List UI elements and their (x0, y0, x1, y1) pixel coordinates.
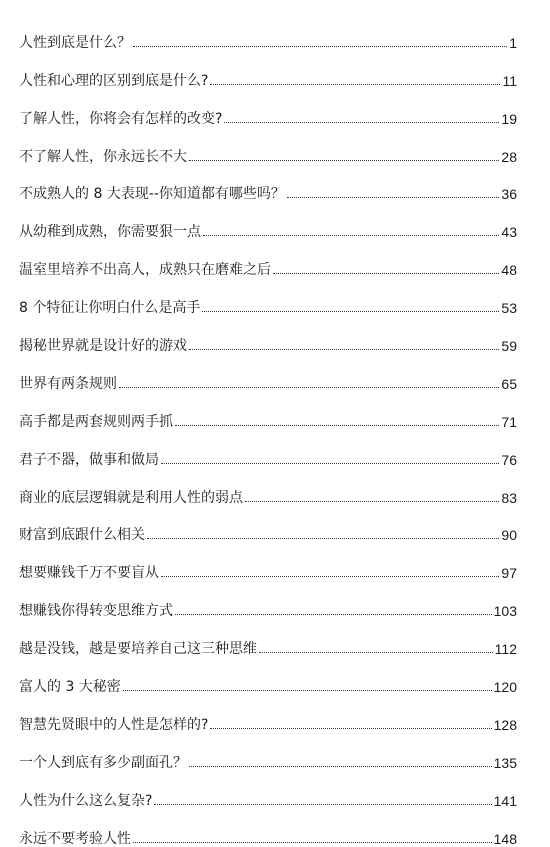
toc-entry-page-number: 28 (501, 148, 517, 165)
toc-entry[interactable] (19, 580, 517, 618)
toc-entry-title: 越是没钱，越是要培养自己这三种思维 (19, 641, 257, 658)
toc-entry[interactable] (19, 467, 517, 505)
toc-entry-page-number: 135 (493, 754, 517, 771)
toc-entry[interactable] (19, 391, 517, 429)
toc-entry[interactable] (19, 505, 517, 543)
dot-leader (224, 121, 499, 123)
toc-entry-title: 商业的底层逻辑就是利用人性的弱点 (19, 489, 243, 506)
dot-leader (154, 803, 491, 805)
toc-entry[interactable] (19, 429, 517, 467)
dot-leader (202, 310, 499, 312)
toc-entry[interactable] (19, 732, 517, 770)
toc-entry-title: 揭秘世界就是设计好的游戏 (19, 338, 187, 355)
toc-entry-page-number: 11 (502, 72, 517, 89)
toc-entry[interactable] (19, 50, 517, 88)
dot-leader (123, 689, 492, 691)
toc-entry-page-number: 48 (501, 262, 517, 279)
toc-entry-page-number: 141 (493, 792, 517, 809)
toc-entry[interactable] (19, 353, 517, 391)
toc-entry-title: 不了解人性，你永远长不大 (19, 148, 187, 165)
toc-entry[interactable] (19, 164, 517, 202)
toc-entry[interactable] (19, 239, 517, 277)
toc-entry-page-number: 90 (501, 527, 517, 544)
toc-entry-page-number: 65 (501, 375, 517, 392)
dot-leader (245, 500, 499, 502)
toc-entry-title: 不成熟人的 8 大表现--你知道都有哪些吗？ (19, 186, 285, 203)
toc-entry-page-number: 43 (501, 224, 517, 241)
toc-entry-title: 人性为什么这么复杂? (19, 792, 153, 809)
toc-entry-page-number: 76 (501, 451, 517, 468)
dot-leader (259, 651, 493, 653)
dot-leader (203, 234, 499, 236)
toc-entry-page-number: 19 (501, 110, 517, 127)
toc-entry-title: 人性和心理的区别到底是什么? (19, 72, 209, 89)
toc-entry-title: 了解人性，你将会有怎样的改变? (19, 110, 223, 127)
toc-entry-page-number: 120 (493, 679, 517, 696)
toc-entry[interactable] (19, 542, 517, 580)
dot-leader (210, 83, 500, 85)
toc-entry[interactable] (19, 694, 517, 732)
toc-entry-page-number: 1 (509, 34, 517, 51)
toc-entry[interactable] (19, 277, 517, 315)
toc-entry-title: 人性到底是什么？ (19, 34, 131, 51)
toc-entry-page-number: 53 (501, 300, 517, 317)
table-of-contents (19, 12, 517, 846)
dot-leader (175, 613, 492, 615)
toc-entry-page-number: 97 (501, 565, 517, 582)
toc-entry[interactable] (19, 770, 517, 808)
toc-entry-page-number: 148 (493, 830, 517, 847)
toc-entry-title: 高手都是两套规则两手抓 (19, 413, 173, 430)
dot-leader (161, 462, 499, 464)
toc-entry-page-number: 59 (501, 338, 517, 355)
toc-entry-title: 想赚钱你得转变思维方式 (19, 603, 173, 620)
dot-leader (273, 272, 499, 274)
dot-leader (161, 575, 499, 577)
toc-entry[interactable] (19, 12, 517, 50)
toc-entry-page-number: 36 (501, 186, 517, 203)
toc-entry-title: 一个人到底有多少副面孔？ (19, 754, 187, 771)
toc-entry[interactable] (19, 315, 517, 353)
toc-entry-title: 从幼稚到成熟，你需要狠一点 (19, 224, 201, 241)
dot-leader (133, 45, 507, 47)
dot-leader (189, 348, 499, 350)
toc-entry-title: 永远不要考验人性 (19, 830, 131, 847)
dot-leader (189, 765, 492, 767)
toc-entry[interactable] (19, 618, 517, 656)
toc-entry-title: 智慧先贤眼中的人性是怎样的? (19, 716, 209, 733)
toc-entry-title: 温室里培养不出高人，成熟只在磨难之后 (19, 262, 271, 279)
dot-leader (175, 424, 499, 426)
toc-entry-title: 富人的 3 大秘密 (19, 679, 121, 696)
toc-entry-title: 8 个特征让你明白什么是高手 (19, 300, 201, 317)
toc-entry-page-number: 112 (494, 641, 517, 658)
toc-entry[interactable] (19, 201, 517, 239)
dot-leader (189, 159, 499, 161)
toc-entry-title: 世界有两条规则 (19, 375, 117, 392)
toc-entry-page-number: 83 (501, 489, 517, 506)
dot-leader (147, 537, 499, 539)
toc-entry-page-number: 128 (493, 716, 517, 733)
toc-entry[interactable] (19, 88, 517, 126)
toc-entry-page-number: 71 (501, 413, 517, 430)
toc-entry-title: 想要赚钱千万不要盲从 (19, 565, 159, 582)
toc-entry[interactable] (19, 656, 517, 694)
toc-entry-title: 财富到底跟什么相关 (19, 527, 145, 544)
dot-leader (133, 841, 492, 843)
dot-leader (210, 727, 491, 729)
toc-entry[interactable] (19, 808, 517, 846)
dot-leader (287, 196, 500, 198)
toc-entry[interactable] (19, 126, 517, 164)
toc-entry-title: 君子不器，做事和做局 (19, 451, 159, 468)
dot-leader (119, 386, 499, 388)
toc-entry-page-number: 103 (493, 603, 517, 620)
